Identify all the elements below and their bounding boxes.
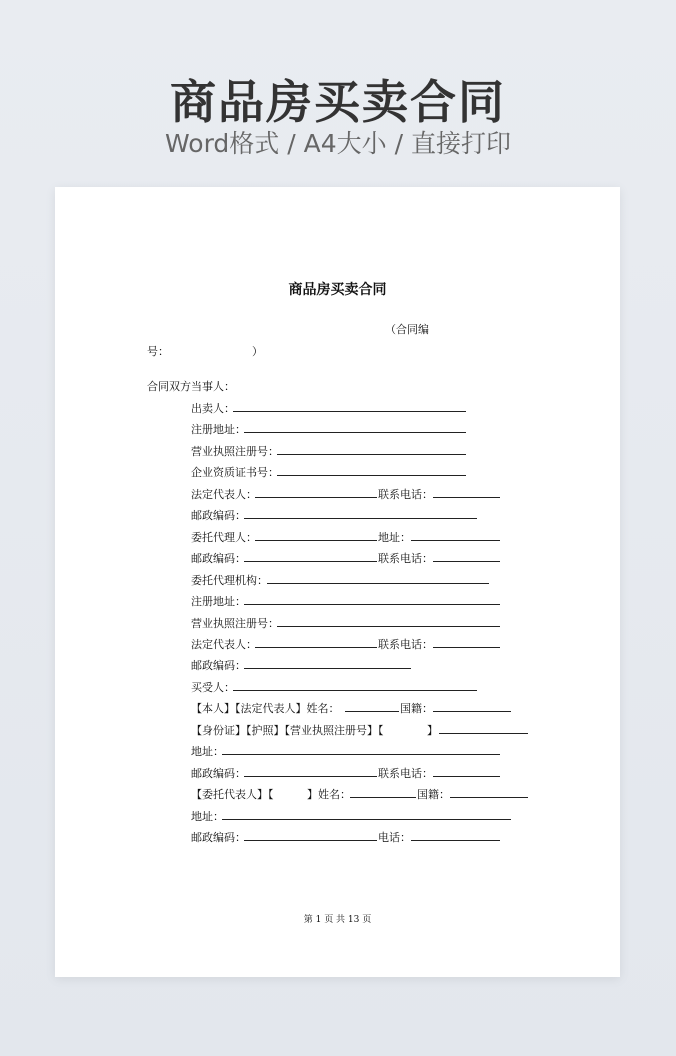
postcode-label-1: 邮政编码：	[191, 509, 246, 522]
id-number-line	[439, 733, 528, 734]
id-choice-close: 】	[427, 724, 438, 737]
seller-field-line	[233, 411, 466, 412]
phone-label-2: 联系电话：	[378, 552, 433, 565]
person-name-line	[345, 711, 399, 712]
buyer-postcode-line-2	[244, 840, 377, 841]
buyer-postcode-label-2: 邮政编码：	[191, 831, 246, 844]
document-page	[55, 187, 620, 977]
buyer-postcode-label: 邮政编码：	[191, 767, 246, 780]
parties-heading: 合同双方当事人：	[147, 380, 235, 393]
rep-choice-close: 】姓名：	[307, 788, 351, 801]
cert-no-label: 企业资质证书号：	[191, 466, 279, 479]
postcode-line-3	[244, 668, 411, 669]
id-choice-label: 【身份证】【护照】【营业执照注册号】【	[191, 724, 384, 737]
license-no-line	[277, 454, 466, 455]
poster-subtitle: Word格式 / A4大小 / 直接打印	[165, 129, 511, 158]
page-footer: 第 1 页 共 13 页	[303, 915, 372, 925]
contract-no-prefix: 号：	[147, 345, 169, 358]
license-no-line-2	[277, 626, 500, 627]
postcode-line-2	[244, 561, 377, 562]
cert-no-line	[277, 475, 466, 476]
document-title: 商品房买卖合同	[288, 282, 387, 298]
phone-line-2	[433, 561, 500, 562]
reg-address-line-2	[244, 604, 500, 605]
buyer-phone-label: 联系电话：	[378, 767, 433, 780]
postcode-label-2: 邮政编码：	[191, 552, 246, 565]
address-label-1: 地址：	[378, 531, 411, 544]
postcode-label-3: 邮政编码：	[191, 659, 246, 672]
license-no-label-2: 营业执照注册号：	[191, 617, 279, 630]
legal-rep-line	[255, 497, 377, 498]
person-choice-label: 【本人】【法定代表人】姓名：	[191, 702, 340, 715]
legal-rep-line-2	[255, 647, 377, 648]
phone-label-3: 联系电话：	[378, 638, 433, 651]
buyer-address-label-2: 地址：	[191, 810, 224, 823]
buyer-phone-label-2: 电话：	[378, 831, 411, 844]
reg-address-line	[244, 432, 466, 433]
buyer-address-line-2	[222, 819, 511, 820]
buyer-address-label: 地址：	[191, 745, 224, 758]
phone-line-1	[433, 497, 500, 498]
buyer-label: 买受人：	[191, 681, 235, 694]
seller-label: 出卖人：	[191, 402, 235, 415]
legal-rep-label: 法定代表人：	[191, 488, 257, 501]
buyer-phone-line	[433, 776, 500, 777]
postcode-line-1	[244, 518, 477, 519]
poster-title: 商品房买卖合同	[170, 75, 506, 129]
buyer-postcode-line	[244, 776, 377, 777]
phone-line-3	[433, 647, 500, 648]
agency-label: 委托代理机构：	[191, 574, 268, 587]
rep-name-line	[350, 797, 416, 798]
agent-line	[255, 540, 377, 541]
nationality-label-2: 国籍：	[417, 788, 450, 801]
nationality-label-1: 国籍：	[400, 702, 433, 715]
nationality-line-1	[433, 711, 511, 712]
buyer-phone-line-2	[411, 840, 500, 841]
buyer-line	[233, 690, 477, 691]
license-no-label: 营业执照注册号：	[191, 445, 279, 458]
rep-choice-label: 【委托代表人】【	[191, 788, 274, 801]
address-line-1	[411, 540, 500, 541]
buyer-address-line	[222, 754, 500, 755]
agent-label: 委托代理人：	[191, 531, 257, 544]
agency-line	[267, 583, 489, 584]
reg-address-label: 注册地址：	[191, 423, 246, 436]
reg-address-label-2: 注册地址：	[191, 595, 246, 608]
phone-label-1: 联系电话：	[378, 488, 433, 501]
legal-rep-label-2: 法定代表人：	[191, 638, 257, 651]
contract-no-label: （合同编	[385, 323, 429, 336]
contract-no-suffix: ）	[252, 345, 263, 358]
nationality-line-2	[450, 797, 528, 798]
